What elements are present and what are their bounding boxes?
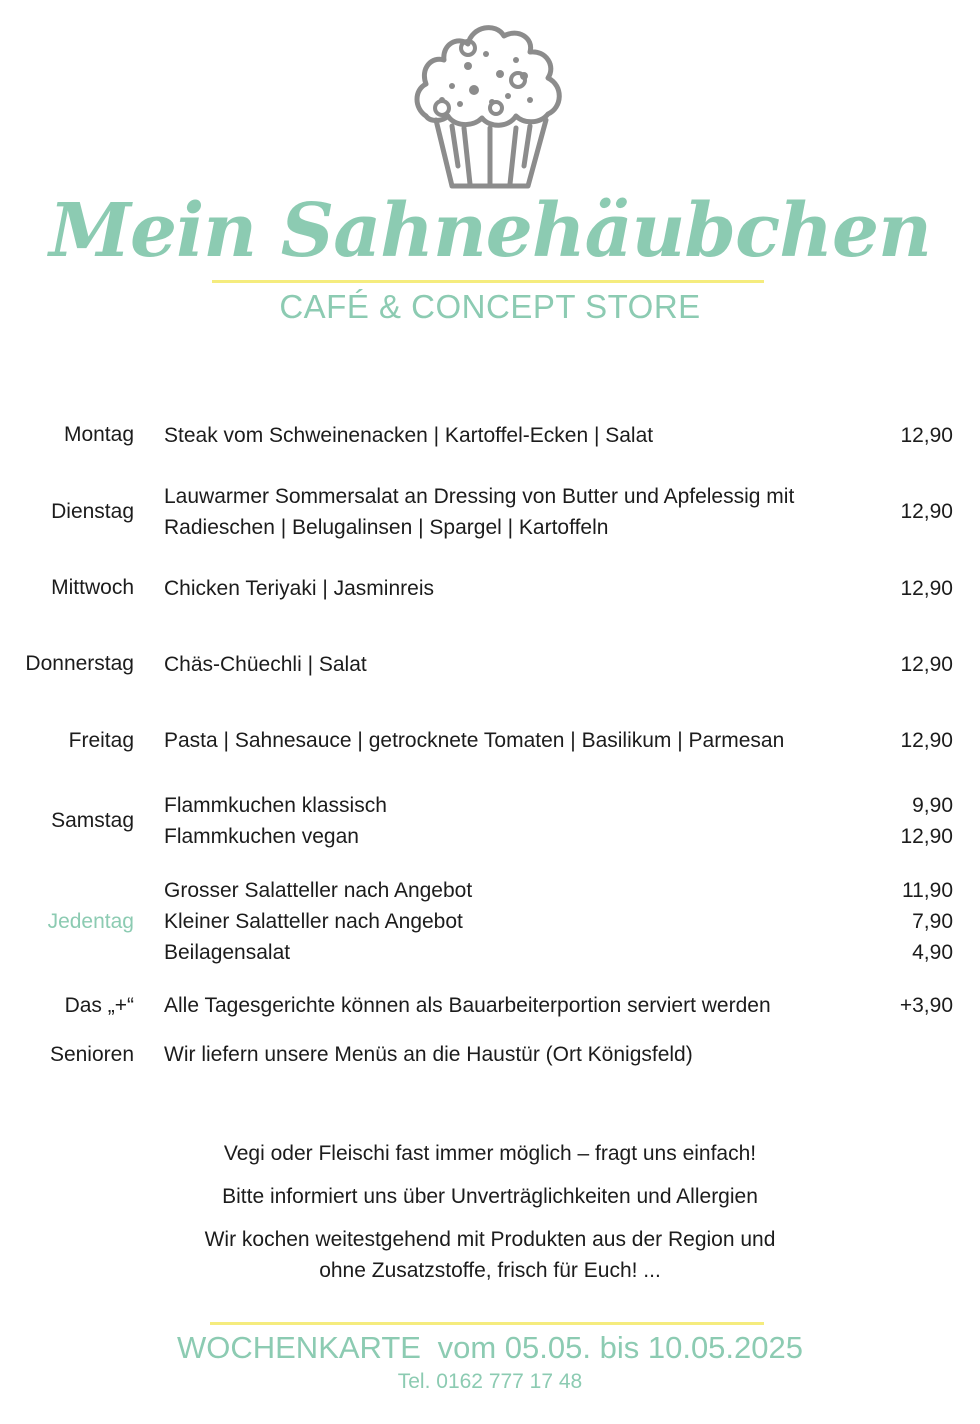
price: +3,90 xyxy=(899,994,953,1017)
dish-line: Pasta | Sahnesauce | getrocknete Tomaten | Basilikum | Parmesan xyxy=(164,729,785,752)
day-label: Senioren xyxy=(49,1043,134,1066)
day-label: Montag xyxy=(63,423,134,446)
day-label: Jedentag xyxy=(47,910,134,933)
dish-line: Grosser Salatteller nach Angebot xyxy=(164,879,473,902)
note-line: ohne Zusatzstoffe, frisch für Euch! ... xyxy=(319,1259,661,1282)
dish-line: Flammkuchen vegan xyxy=(164,825,359,848)
note-line: Bitte informiert uns über Unverträglichkeiten und Allergien xyxy=(222,1185,758,1208)
footer-title xyxy=(0,1330,980,1366)
price: 12,90 xyxy=(900,424,953,447)
price: 12,90 xyxy=(900,825,953,848)
dish-line: Chicken Teriyaki | Jasminreis xyxy=(164,577,434,600)
dish-line: Beilagensalat xyxy=(164,941,291,964)
price: 12,90 xyxy=(900,653,953,676)
dish-line: Flammkuchen klassisch xyxy=(164,794,387,817)
date-range: vom 05.05. bis 10.05.2025 xyxy=(437,1330,803,1365)
price: 7,90 xyxy=(912,910,953,933)
price: 12,90 xyxy=(900,577,953,600)
day-label: Mittwoch xyxy=(51,576,134,599)
phone-number[interactable]: Tel. 0162 777 17 48 xyxy=(397,1370,583,1393)
day-label: Donnerstag xyxy=(25,652,134,675)
dish-line: Chäs-Chüechli | Salat xyxy=(164,653,367,676)
weekly-menu-label: WOCHENKARTE xyxy=(176,1330,421,1365)
dish-line: Kleiner Salatteller nach Angebot xyxy=(164,910,463,933)
dish-line: Wir liefern unsere Menüs an die Haustür (Ort Königsfeld) xyxy=(164,1043,693,1066)
note-line: Vegi oder Fleischi fast immer möglich – fragt uns einfach! xyxy=(223,1142,757,1165)
note-line: Wir kochen weitestgehend mit Produkten aus der Region und xyxy=(204,1228,776,1251)
price: 12,90 xyxy=(900,500,953,523)
subtitle: CAFÉ & CONCEPT STORE xyxy=(279,288,701,325)
brand-title: Mein Sahnehäubchen xyxy=(49,188,931,274)
dish-line: Alle Tagesgerichte können als Bauarbeiterportion serviert werden xyxy=(164,994,771,1017)
day-label: Freitag xyxy=(68,729,134,752)
brand-underline xyxy=(212,280,764,283)
price: 4,90 xyxy=(912,941,953,964)
day-label: Samstag xyxy=(51,809,134,832)
day-label: Dienstag xyxy=(51,500,134,523)
price: 9,90 xyxy=(912,794,953,817)
cupcake-icon xyxy=(412,16,568,194)
price: 11,90 xyxy=(902,879,953,902)
footer-rule xyxy=(210,1322,764,1325)
dish-line: Steak vom Schweinenacken | Kartoffel-Ecken | Salat xyxy=(164,424,654,447)
dish-line: Lauwarmer Sommersalat an Dressing von Butter und Apfelessig mit xyxy=(164,485,795,508)
dish-line: Radieschen | Belugalinsen | Spargel | Kartoffeln xyxy=(164,516,609,539)
price: 12,90 xyxy=(900,729,953,752)
day-label: Das „+“ xyxy=(64,994,134,1017)
